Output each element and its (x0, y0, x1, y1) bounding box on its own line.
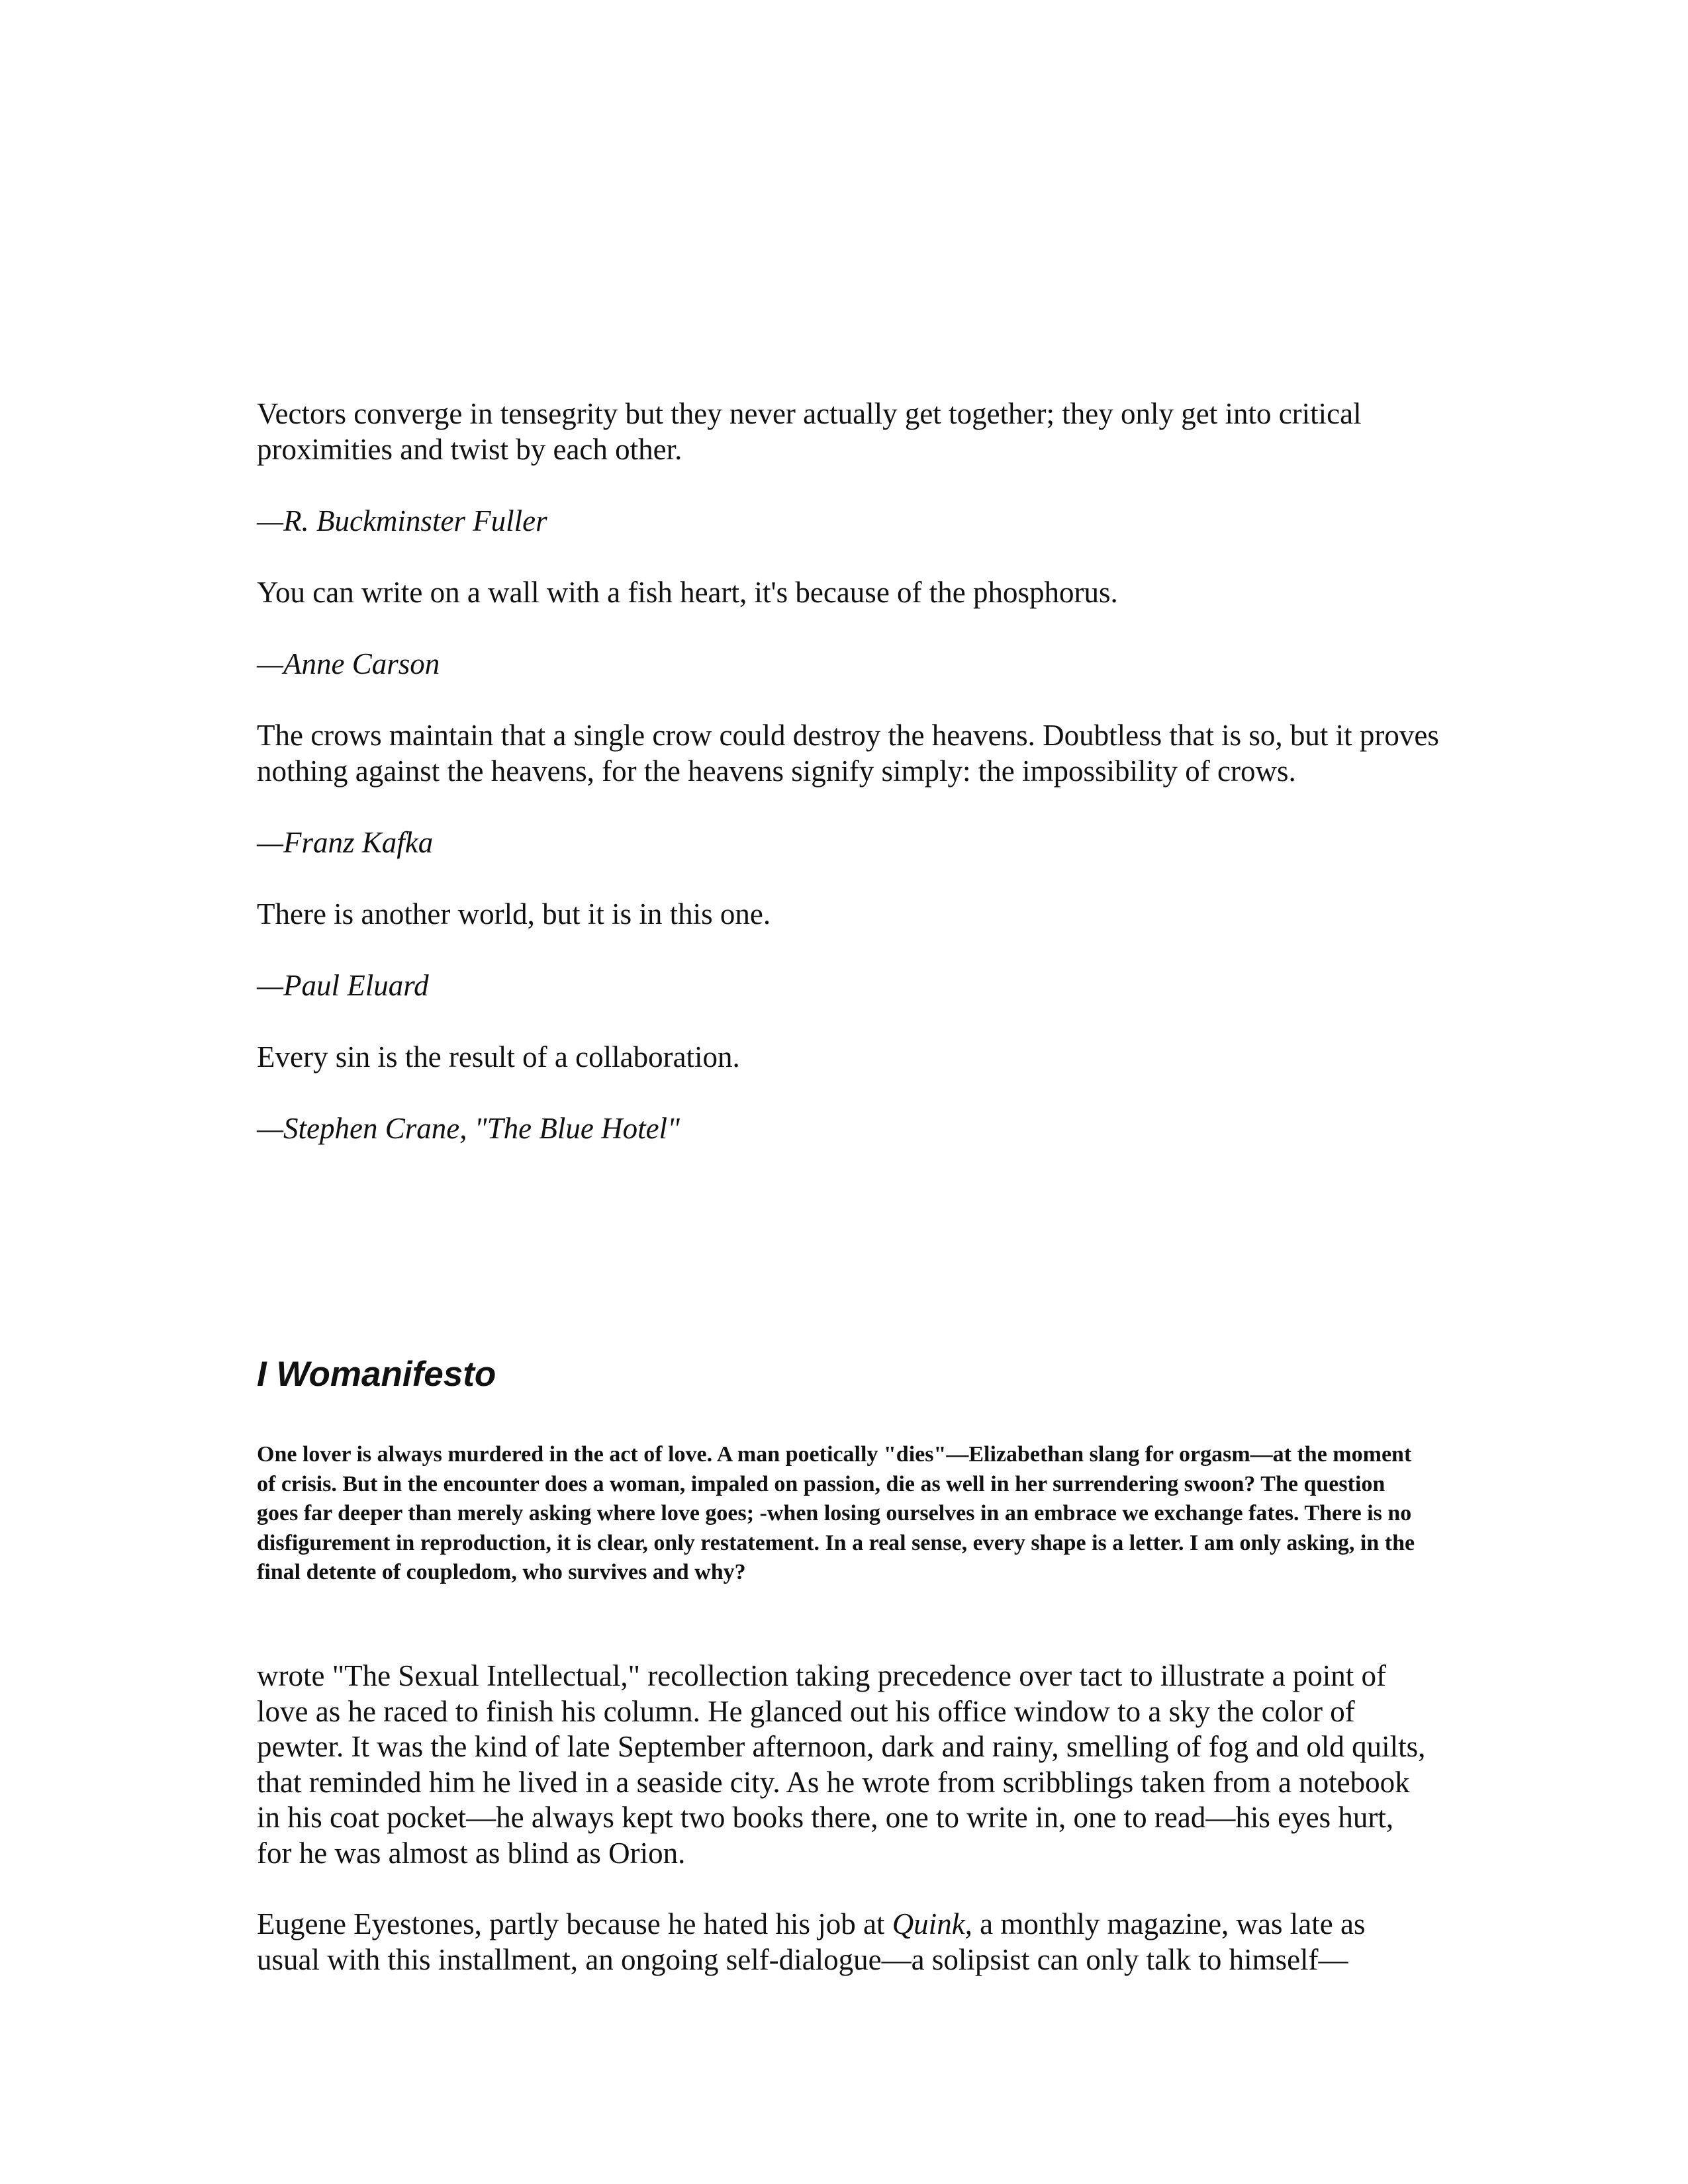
epigraph-quote: Every sin is the result of a collaboration. (257, 1040, 740, 1073)
epigraph-attribution: —Franz Kafka (257, 826, 434, 859)
epigraph-quote: There is another world, but it is in this one. (257, 897, 771, 931)
epigraph-quote: Vectors converge in tensegrity but they never actually get together; they only get into critical proximities and twist by each other. (257, 397, 1362, 466)
chapter-intro: One lover is always murdered in the act of love. A man poetically "dies"—Elizabethan slang for orgasm—at the moment of crisis. But in the encounter does a woman, impaled on passion, die as well in her surrendering swoon? The question goes far deeper than merely asking where love goes; -when losing ourselves in an embrace we exchange fates. There is no disfigurement in reproduction, it is clear, only restatement. In a real sense, every shape is a letter. I am only asking, in the final detente of coupledom, who survives and why? (257, 1442, 1415, 1584)
epigraph-quote: The crows maintain that a single crow could destroy the heavens. Doubtless that is so, but it proves nothing against the heavens, for the heavens signify simply: the impossibility of crows. (257, 719, 1439, 788)
body-paragraph: wrote "The Sexual Intellectual," recollection taking precedence over tact to illustrate a point of love as he raced to finish his column. He glanced out his office window to a sky the color of pewter. It was the kind of late September afternoon, dark and rainy, smelling of fog and old quilts, that reminded him he lived in a seaside city. As he wrote from scribblings taken from a notebook in his coat pocket—he always kept two books there, one to write in, one to read—his eyes hurt, for he was almost as blind as Orion. (257, 1659, 1426, 1870)
body-text-run: a monthly magazine, was late as usual with this installment, an ongoing self-dialogue—a solipsist can only talk to himself— (257, 1907, 1366, 1976)
magazine-title: Quink, (892, 1907, 972, 1940)
page-content (257, 396, 1442, 1976)
epigraph-quote: You can write on a wall with a fish heart, it's because of the phosphorus. (257, 576, 1118, 609)
epigraph-attribution: —Stephen Crane, "The Blue Hotel" (257, 1112, 680, 1145)
epigraph-attribution: —Anne Carson (257, 647, 440, 680)
epigraph-attribution: —Paul Eluard (257, 969, 429, 1002)
chapter-title: I Womanifesto (257, 1355, 496, 1394)
body-text-run: Eugene Eyestones, partly because he hated his job at (257, 1907, 892, 1940)
epigraphs-section (257, 396, 1442, 1146)
body-paragraph (257, 1907, 1435, 1978)
body-text (257, 1659, 1435, 2013)
epigraph-attribution: —R. Buckminster Fuller (257, 504, 547, 537)
